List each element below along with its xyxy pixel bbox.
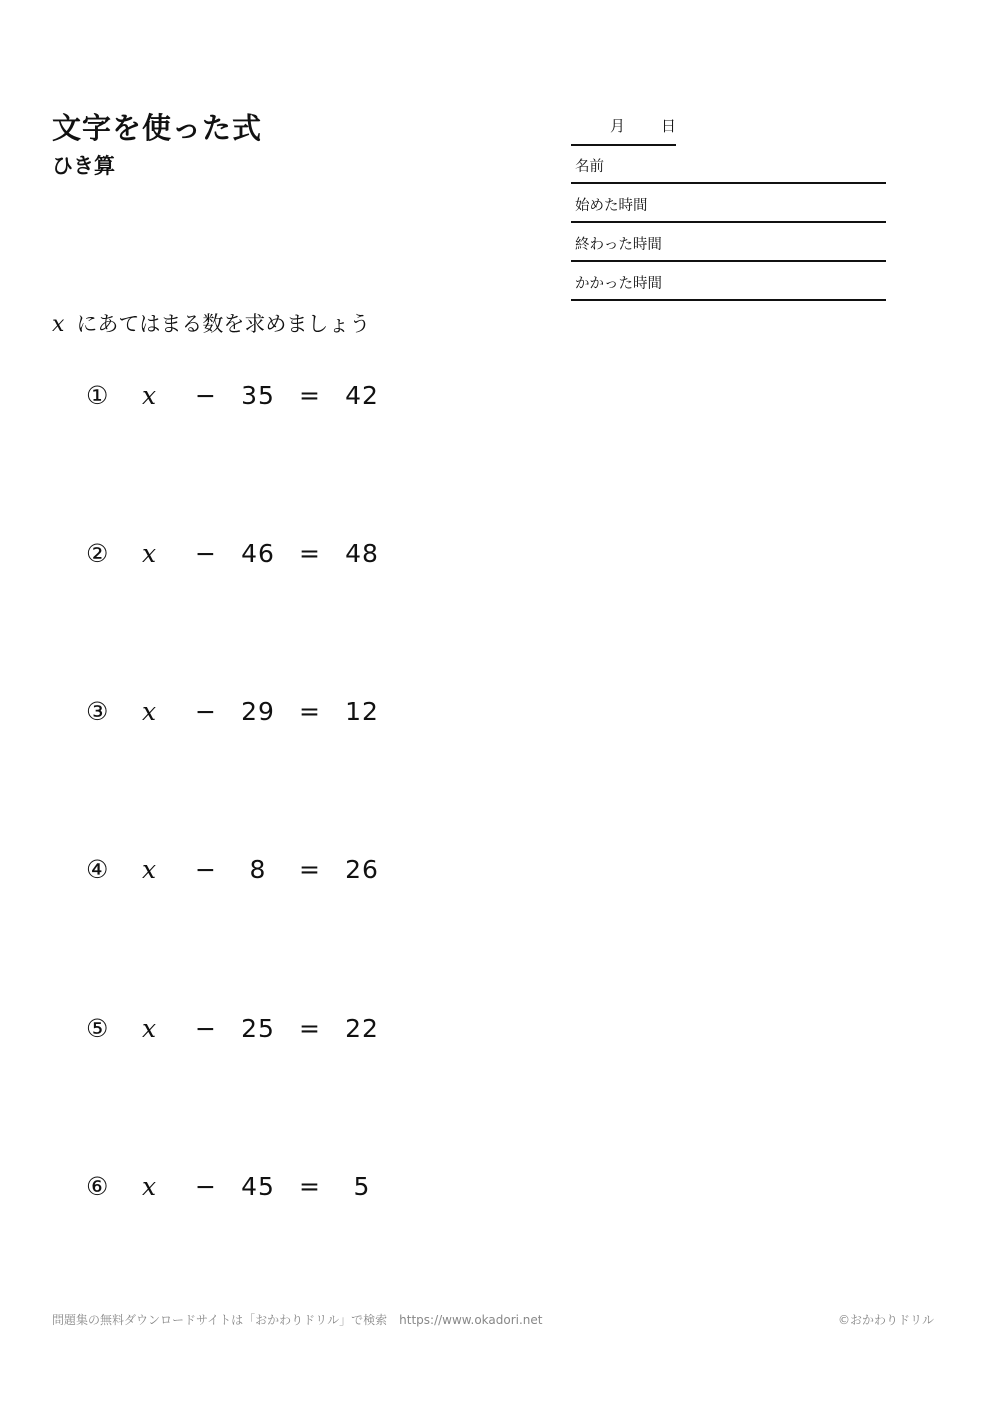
instruction <box>52 308 370 338</box>
result: 42 <box>345 381 379 410</box>
worksheet-title: 文字を使った式 <box>52 111 263 145</box>
problem-2 <box>0 539 600 579</box>
month-label: 月 <box>610 117 626 135</box>
problem-variable: x <box>142 1014 157 1043</box>
problem-5 <box>0 1014 600 1054</box>
minus-sign: − <box>195 855 216 884</box>
info-fields <box>571 145 886 301</box>
minus-sign: − <box>195 1014 216 1043</box>
problem-number: ② <box>86 539 109 568</box>
result: 12 <box>345 697 379 726</box>
subtrahend: 45 <box>241 1172 275 1201</box>
equals-sign: = <box>299 381 320 410</box>
problem-variable: x <box>142 1172 157 1201</box>
problem-6 <box>0 1172 600 1212</box>
footer-download-note: 問題集の無料ダウンロードサイトは「おかわりドリル」で検索 https://www.okadori.net <box>52 1313 543 1327</box>
subtrahend: 29 <box>241 697 275 726</box>
problem-3 <box>0 697 600 737</box>
equals-sign: = <box>299 697 320 726</box>
problem-4 <box>0 855 600 895</box>
problem-variable: x <box>142 381 157 410</box>
day-label: 日 <box>661 117 677 135</box>
result: 48 <box>345 539 379 568</box>
instruction-variable: x <box>52 312 65 337</box>
subtrahend: 46 <box>241 539 275 568</box>
instruction-text: にあてはまる数を求めましょう <box>76 312 371 336</box>
problem-number: ③ <box>86 697 109 726</box>
name-label: 名前 <box>575 159 604 175</box>
problem-number: ⑥ <box>86 1172 109 1201</box>
start-time-field <box>571 184 886 223</box>
end-time-label: 終わった時間 <box>575 237 662 253</box>
start-time-label: 始めた時間 <box>575 198 648 214</box>
name-field <box>571 145 886 184</box>
minus-sign: − <box>195 539 216 568</box>
problem-variable: x <box>142 697 157 726</box>
result: 26 <box>345 855 379 884</box>
end-time-field <box>571 223 886 262</box>
problem-variable: x <box>142 855 157 884</box>
elapsed-time-field <box>571 262 886 301</box>
equals-sign: = <box>299 539 320 568</box>
problem-number: ① <box>86 381 109 410</box>
subtrahend: 25 <box>241 1014 275 1043</box>
minus-sign: − <box>195 381 216 410</box>
footer-copyright: ©おかわりドリル <box>837 1313 934 1327</box>
problem-variable: x <box>142 539 157 568</box>
result: 22 <box>345 1014 379 1043</box>
worksheet-subtitle: ひき算 <box>52 154 115 178</box>
equals-sign: = <box>299 1014 320 1043</box>
problem-number: ⑤ <box>86 1014 109 1043</box>
date-field <box>571 108 676 146</box>
problem-1 <box>0 381 600 421</box>
minus-sign: − <box>195 1172 216 1201</box>
elapsed-time-label: かかった時間 <box>575 276 662 292</box>
result: 5 <box>353 1172 371 1201</box>
problem-number: ④ <box>86 855 109 884</box>
subtrahend: 35 <box>241 381 275 410</box>
equals-sign: = <box>299 855 320 884</box>
equals-sign: = <box>299 1172 320 1201</box>
minus-sign: − <box>195 697 216 726</box>
subtrahend: 8 <box>249 855 267 884</box>
